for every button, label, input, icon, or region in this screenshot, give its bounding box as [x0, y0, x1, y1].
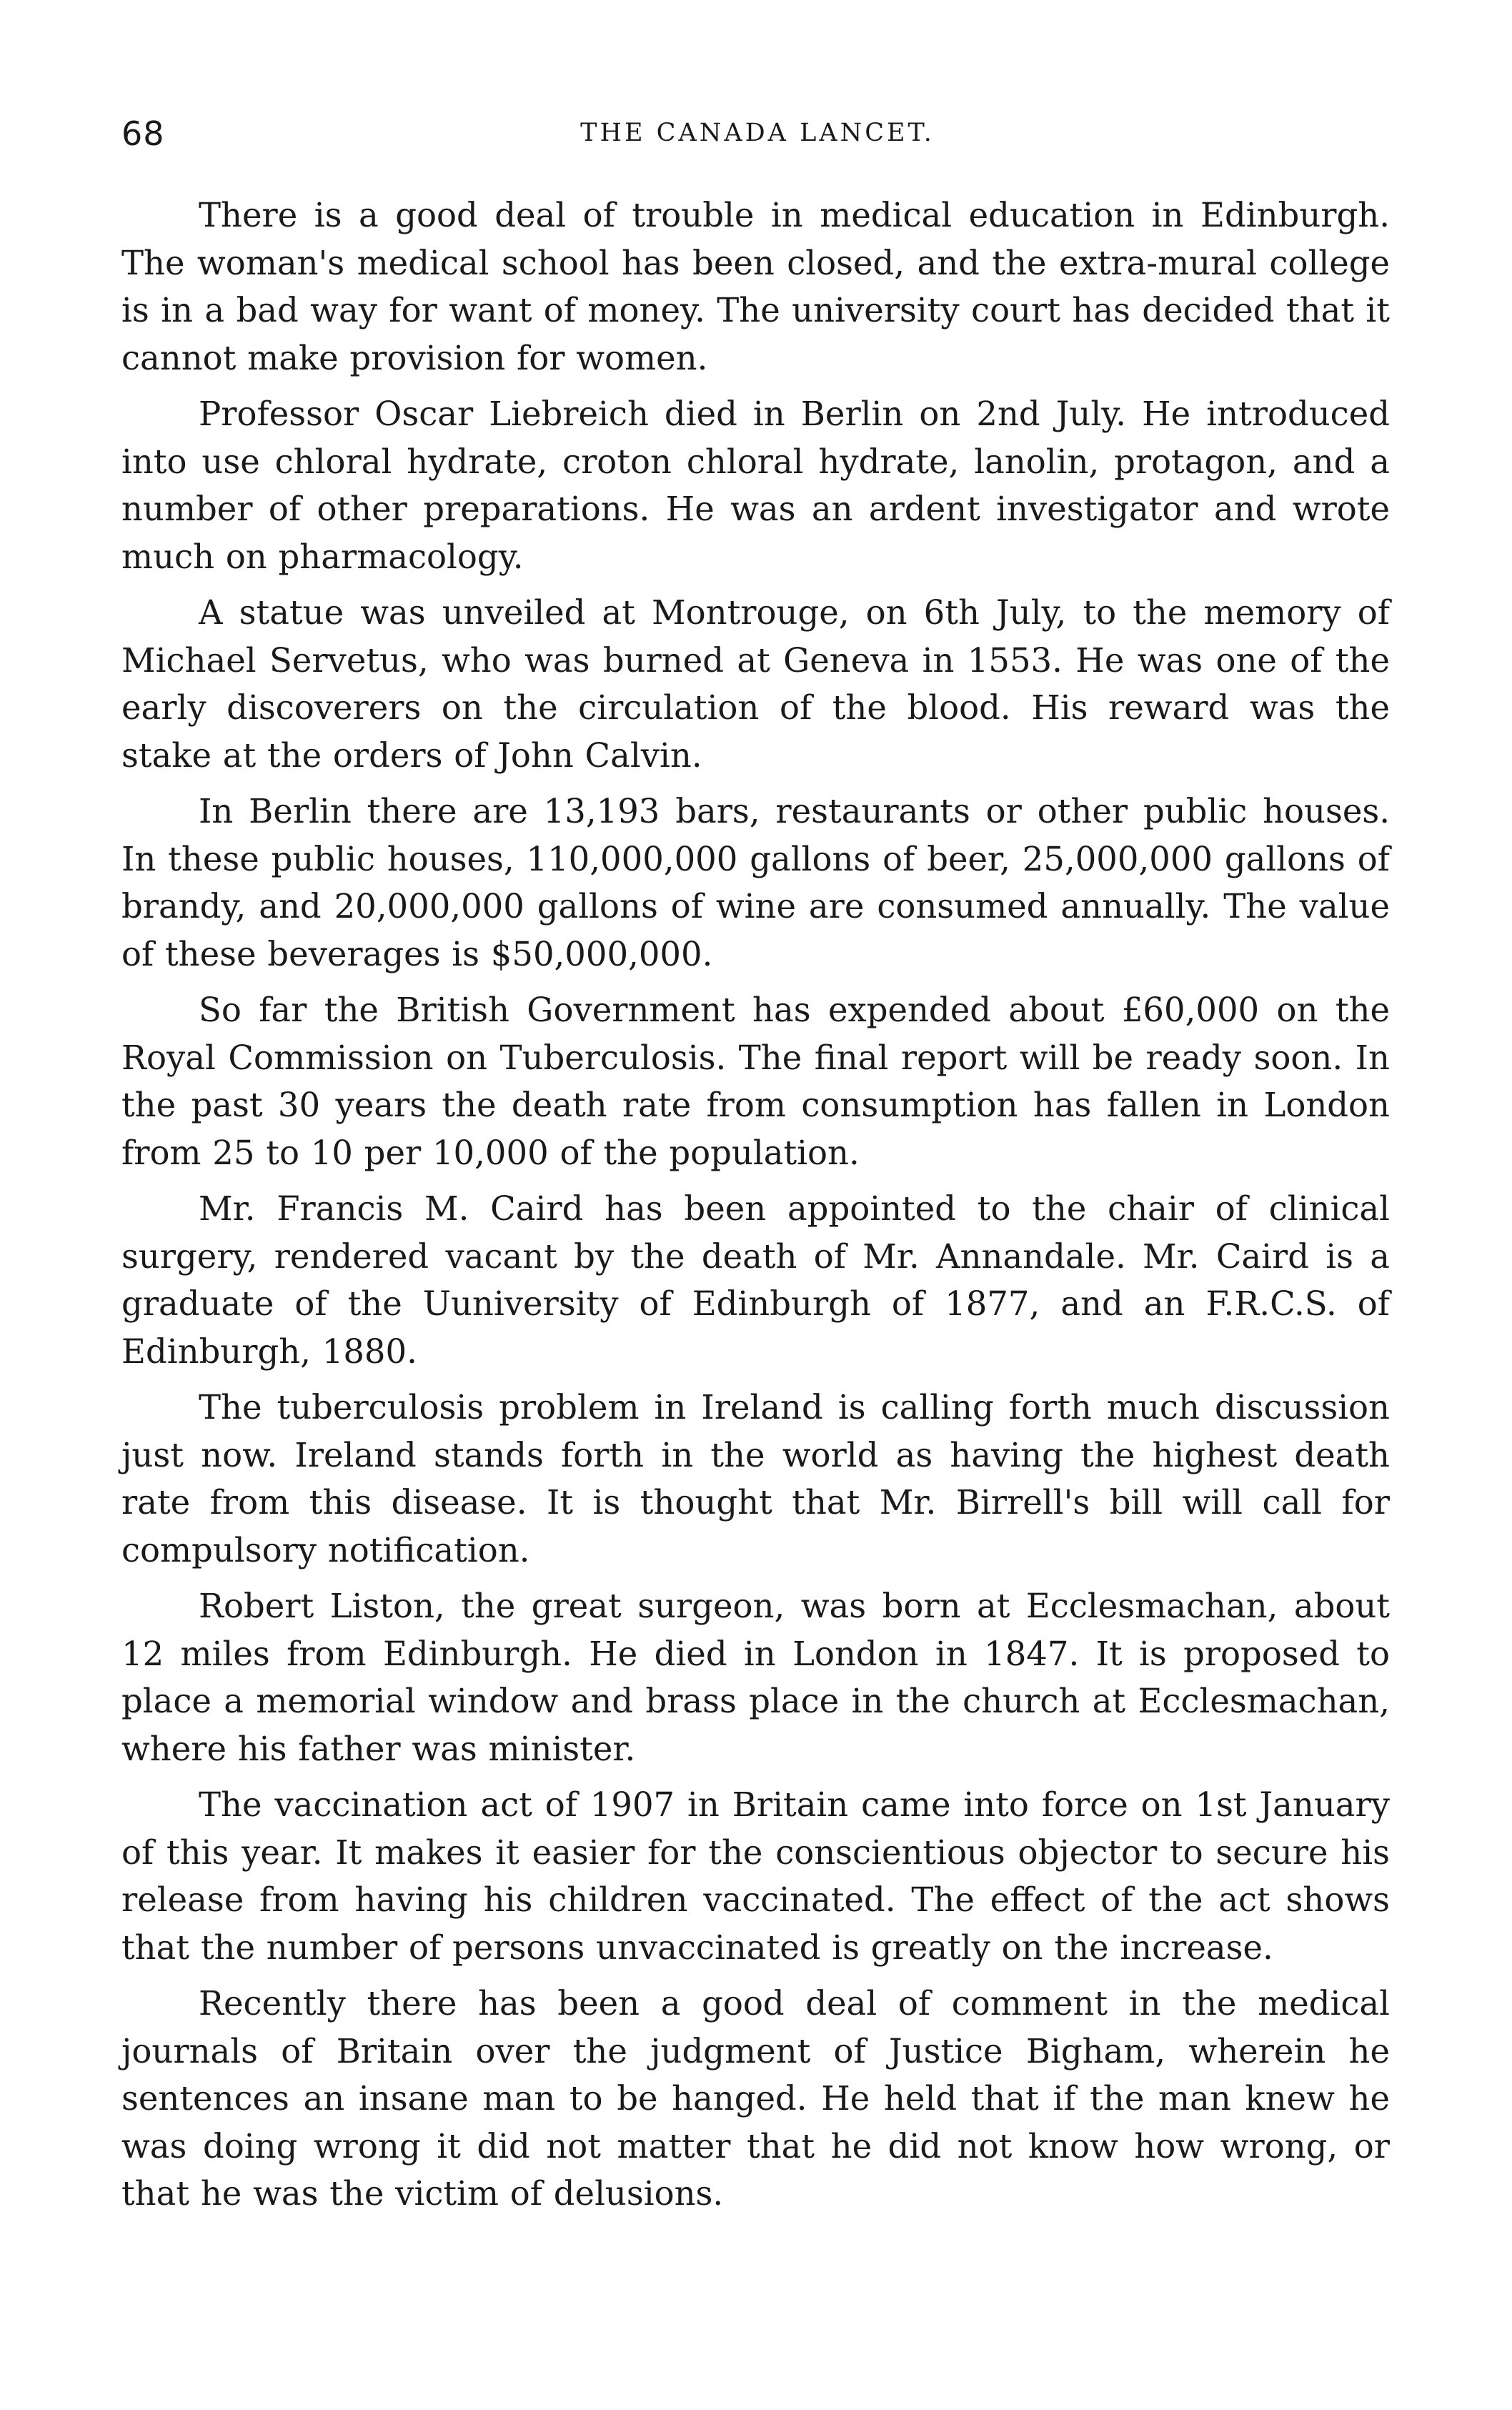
running-title: THE CANADA LANCET.	[580, 119, 935, 147]
paragraph-justice-bigham: Recently there has been a good deal of comment in the medical journals of Britain over the judgment of Justice Bigham, wherein he sentences an insane man to be hanged. He held that if the man knew he was doing wrong it did not matter that he did not know how wrong, or that he was the victim of delusions.	[121, 1984, 1390, 2213]
paragraph-liebreich: Professor Oscar Liebreich died in Berlin on 2nd July. He introduced into use chloral hydrate, croton chloral hydrate, lanolin, protagon, and a number of other preparations. He was an ardent investigator and wrote much on pharmacology.	[121, 395, 1390, 576]
article-body	[121, 192, 1390, 2226]
paragraph-servetus-statue: A statue was unveiled at Montrouge, on 6th July, to the memory of Michael Servetus, who was burned at Geneva in 1553. He was one of the early discoverers on the circulation of the blood. His reward was the stake at the orders of John Calvin.	[121, 593, 1390, 775]
paragraph-robert-liston: Robert Liston, the great surgeon, was born at Ecclesmachan, about 12 miles from Edinburgh. He died in London in 1847. It is proposed to place a memorial window and brass place in the church at Ecclesmachan, where his father was minister.	[121, 1587, 1390, 1768]
paragraph-caird-appointment: Mr. Francis M. Caird has been appointed to the chair of clinical surgery, rendered vacant by the death of Mr. Annandale. Mr. Caird is a graduate of the Uuniversity of Edinburgh of 1877, and an F.R.C.S. of Edinburgh, 1880.	[121, 1189, 1390, 1371]
paragraph-berlin-bars: In Berlin there are 13,193 bars, restaurants or other public houses. In these public houses, 110,000,000 gallons of beer, 25,000,000 gallons of brandy, and 20,000,000 gallons of wine are consumed annually. The value of these beverages is $50,000,000.	[121, 792, 1390, 973]
paragraph-vaccination-act: The vaccination act of 1907 in Britain came into force on 1st January of this year. It makes it easier for the conscientious objector to secure his release from having his children vaccinated. The effect of the act shows that the number of persons unvaccinated is greatly on the increase.	[121, 1785, 1390, 1967]
paragraph-ireland-tuberculosis: The tuberculosis problem in Ireland is calling forth much discussion just now. Ireland stands forth in the world as having the highest death rate from this disease. It is thought that Mr. Birrell's bill will call for compulsory notification.	[121, 1388, 1390, 1570]
page-number: 68	[121, 114, 165, 153]
paragraph-medical-education: There is a good deal of trouble in medical education in Edinburgh. The woman's medical school has been closed, and the extra-mural college is in a bad way for want of money. The university court has decided that it cannot make provision for women.	[121, 196, 1390, 377]
paragraph-tuberculosis-commission: So far the British Government has expended about £60,000 on the Royal Commission on Tuberculosis. The final report will be ready soon. In the past 30 years the death rate from consumption has fallen in London from 25 to 10 per 10,000 of the population.	[121, 991, 1390, 1172]
page-header	[121, 114, 1393, 157]
